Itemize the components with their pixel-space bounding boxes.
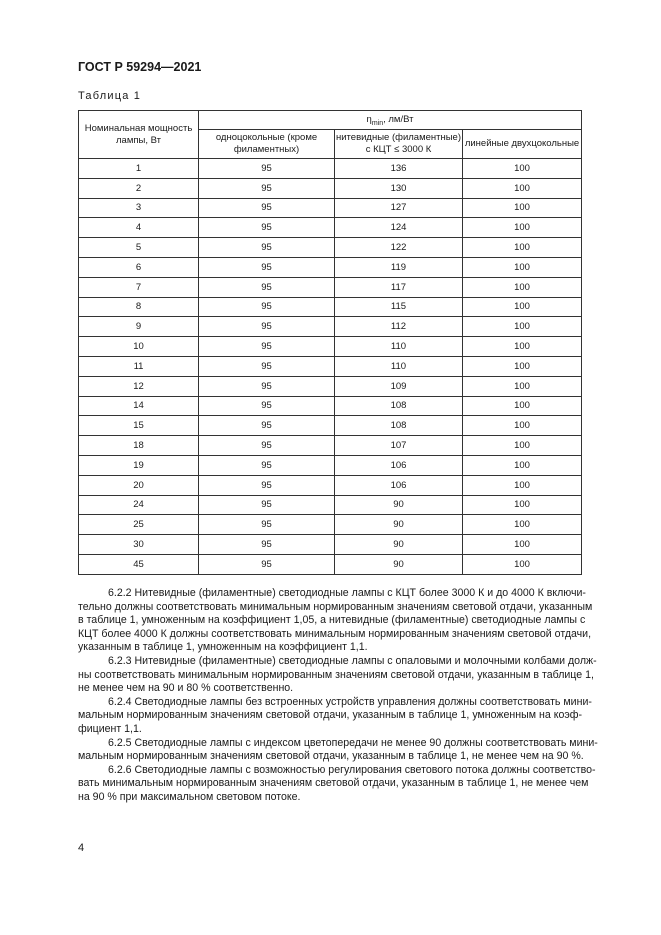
table-cell: 95 bbox=[199, 238, 335, 258]
standard-header: ГОСТ Р 59294—2021 bbox=[78, 60, 202, 74]
table-cell: 107 bbox=[335, 436, 463, 456]
table-cell: 95 bbox=[199, 535, 335, 555]
table-cell: 100 bbox=[463, 277, 582, 297]
table-cell: 110 bbox=[335, 337, 463, 357]
table-cell: 115 bbox=[335, 297, 463, 317]
header-filament: нитевидные (филаментные) с КЦТ ≤ 3000 К bbox=[335, 130, 463, 159]
table-cell: 100 bbox=[463, 317, 582, 337]
header-efficacy-group bbox=[199, 111, 582, 130]
eta-symbol: η bbox=[366, 113, 372, 125]
table-cell: 95 bbox=[199, 495, 335, 515]
table-cell: 95 bbox=[199, 317, 335, 337]
table-cell: 100 bbox=[463, 416, 582, 436]
table-cell: 90 bbox=[335, 515, 463, 535]
table-cell: 117 bbox=[335, 277, 463, 297]
eta-subscript: min bbox=[371, 119, 384, 127]
table-cell: 95 bbox=[199, 159, 335, 179]
table-row bbox=[79, 455, 582, 475]
header-power: Номинальная мощность лампы, Вт bbox=[79, 111, 199, 159]
table-cell: 2 bbox=[79, 178, 199, 198]
table-row bbox=[79, 159, 582, 179]
table-cell: 109 bbox=[335, 376, 463, 396]
table-cell: 108 bbox=[335, 396, 463, 416]
table-cell: 122 bbox=[335, 238, 463, 258]
table-cell: 119 bbox=[335, 257, 463, 277]
header-linear: линейные двухцокольные bbox=[463, 130, 582, 159]
table-cell: 18 bbox=[79, 436, 199, 456]
table-cell: 100 bbox=[463, 159, 582, 179]
table-row bbox=[79, 257, 582, 277]
table-cell: 12 bbox=[79, 376, 199, 396]
table-cell: 108 bbox=[335, 416, 463, 436]
table-row bbox=[79, 178, 582, 198]
table-cell: 15 bbox=[79, 416, 199, 436]
table-row bbox=[79, 356, 582, 376]
table-cell: 95 bbox=[199, 455, 335, 475]
table-cell: 100 bbox=[463, 178, 582, 198]
table-cell: 95 bbox=[199, 198, 335, 218]
table-cell: 20 bbox=[79, 475, 199, 495]
table-cell: 8 bbox=[79, 297, 199, 317]
table-cell: 100 bbox=[463, 218, 582, 238]
table-cell: 100 bbox=[463, 238, 582, 258]
table-cell: 95 bbox=[199, 376, 335, 396]
table-cell: 124 bbox=[335, 218, 463, 238]
table-cell: 95 bbox=[199, 515, 335, 535]
table-row bbox=[79, 535, 582, 555]
table-cell: 30 bbox=[79, 535, 199, 555]
table-cell: 110 bbox=[335, 356, 463, 376]
table-cell: 5 bbox=[79, 238, 199, 258]
paragraph-line: не менее чем на 90 и 80 % соответственно. bbox=[78, 682, 294, 695]
paragraph-line: 6.2.6 Светодиодные лампы с возможностью регулирования светового потока должны соответство- bbox=[108, 763, 596, 776]
table-cell: 130 bbox=[335, 178, 463, 198]
table-row bbox=[79, 198, 582, 218]
paragraph-line: 6.2.2 Нитевидные (филаментные) светодиодные лампы с КЦТ более 3000 К и до 4000 К включи- bbox=[108, 587, 586, 599]
table-cell: 95 bbox=[199, 257, 335, 277]
header-single-base: одноцокольные (кроме филаментных) bbox=[199, 130, 335, 159]
table-row bbox=[79, 436, 582, 456]
table-row bbox=[79, 515, 582, 535]
paragraph-line: в таблице 1, умноженным на коэффициент 1,05, а нитевидные (филаментные) светодиодные лампы с bbox=[78, 614, 586, 627]
paragraph-line: мальным нормированным значениям световой отдачи, указанным в таблице 1, умноженным на коэф- bbox=[78, 709, 582, 722]
table-cell: 136 bbox=[335, 159, 463, 179]
paragraph-line: вать минимальным нормированным значениям световой отдачи, указанным в таблице 1, не менее чем bbox=[78, 777, 589, 790]
table-cell: 106 bbox=[335, 455, 463, 475]
table-row bbox=[79, 218, 582, 238]
table-cell: 100 bbox=[463, 535, 582, 555]
table-cell: 95 bbox=[199, 218, 335, 238]
table-cell: 95 bbox=[199, 337, 335, 357]
table-cell: 7 bbox=[79, 277, 199, 297]
table-row bbox=[79, 554, 582, 574]
table-cell: 95 bbox=[199, 178, 335, 198]
table-cell: 3 bbox=[79, 198, 199, 218]
table-cell: 106 bbox=[335, 475, 463, 495]
table-cell: 100 bbox=[463, 515, 582, 535]
table-cell: 100 bbox=[463, 257, 582, 277]
table-row bbox=[79, 297, 582, 317]
paragraph-line: мальным нормированным значениям световой отдачи, указанным в таблице 1, не менее чем на 90 %. bbox=[78, 750, 584, 763]
table-cell: 45 bbox=[79, 554, 199, 574]
table-cell: 95 bbox=[199, 554, 335, 574]
paragraph-line: 6.2.4 Светодиодные лампы без встроенных устройств управления должны соответствовать мини- bbox=[108, 695, 592, 708]
table-cell: 14 bbox=[79, 396, 199, 416]
page-number: 4 bbox=[78, 842, 85, 854]
paragraph-line: на 90 % при максимальном световом потоке. bbox=[78, 790, 301, 803]
table-row bbox=[79, 277, 582, 297]
table-row bbox=[79, 396, 582, 416]
table-cell: 19 bbox=[79, 455, 199, 475]
table-cell: 100 bbox=[463, 356, 582, 376]
table-row bbox=[79, 376, 582, 396]
table-row bbox=[79, 317, 582, 337]
table-cell: 100 bbox=[463, 554, 582, 574]
paragraph-line: указанным в таблице 1, умноженным на коэффициент 1,1. bbox=[78, 641, 368, 654]
table-row bbox=[79, 475, 582, 495]
table-cell: 90 bbox=[335, 495, 463, 515]
table-cell: 127 bbox=[335, 198, 463, 218]
table-cell: 4 bbox=[79, 218, 199, 238]
table-cell: 112 bbox=[335, 317, 463, 337]
table-cell: 100 bbox=[463, 436, 582, 456]
table-caption: Таблица 1 bbox=[78, 90, 142, 102]
table-row bbox=[79, 238, 582, 258]
table-cell: 95 bbox=[199, 277, 335, 297]
table-cell: 100 bbox=[463, 297, 582, 317]
table-cell: 90 bbox=[335, 535, 463, 555]
paragraph-line: ны соответствовать минимальным нормированным значениям световой отдачи, указанным в таблице 1, bbox=[78, 668, 594, 681]
table-cell: 1 bbox=[79, 159, 199, 179]
table-cell: 100 bbox=[463, 337, 582, 357]
table-row bbox=[79, 495, 582, 515]
body-text bbox=[78, 587, 598, 805]
table-cell: 95 bbox=[199, 297, 335, 317]
paragraph-line: КЦТ более 4000 К должны соответствовать минимальным нормированным значениям световой отдачи, bbox=[78, 627, 592, 640]
efficacy-table bbox=[78, 110, 582, 575]
paragraph-line: тельно должны соответствовать минимальным нормированным значениям световой отдачи, указанным bbox=[78, 600, 593, 613]
table-cell: 95 bbox=[199, 356, 335, 376]
table-cell: 11 bbox=[79, 356, 199, 376]
table-cell: 100 bbox=[463, 396, 582, 416]
paragraph-line: фициент 1,1. bbox=[78, 722, 142, 735]
table-cell: 95 bbox=[199, 436, 335, 456]
table-cell: 100 bbox=[463, 495, 582, 515]
table-cell: 100 bbox=[463, 376, 582, 396]
table-cell: 25 bbox=[79, 515, 199, 535]
table-cell: 10 bbox=[79, 337, 199, 357]
paragraph-line: 6.2.3 Нитевидные (филаментные) светодиодные лампы с опаловыми и молочными колбами долж- bbox=[108, 654, 597, 667]
table-cell: 6 bbox=[79, 257, 199, 277]
table-cell: 100 bbox=[463, 475, 582, 495]
table-cell: 95 bbox=[199, 475, 335, 495]
efficacy-unit: , лм/Вт bbox=[383, 113, 414, 125]
table-cell: 100 bbox=[463, 455, 582, 475]
table-cell: 100 bbox=[463, 198, 582, 218]
table-row bbox=[79, 337, 582, 357]
paragraph-line: 6.2.5 Светодиодные лампы с индексом цветопередачи не менее 90 должны соответствовать мини- bbox=[108, 736, 598, 749]
table-cell: 9 bbox=[79, 317, 199, 337]
table-cell: 95 bbox=[199, 396, 335, 416]
table-cell: 95 bbox=[199, 416, 335, 436]
table-cell: 90 bbox=[335, 554, 463, 574]
table-row bbox=[79, 416, 582, 436]
table-cell: 24 bbox=[79, 495, 199, 515]
